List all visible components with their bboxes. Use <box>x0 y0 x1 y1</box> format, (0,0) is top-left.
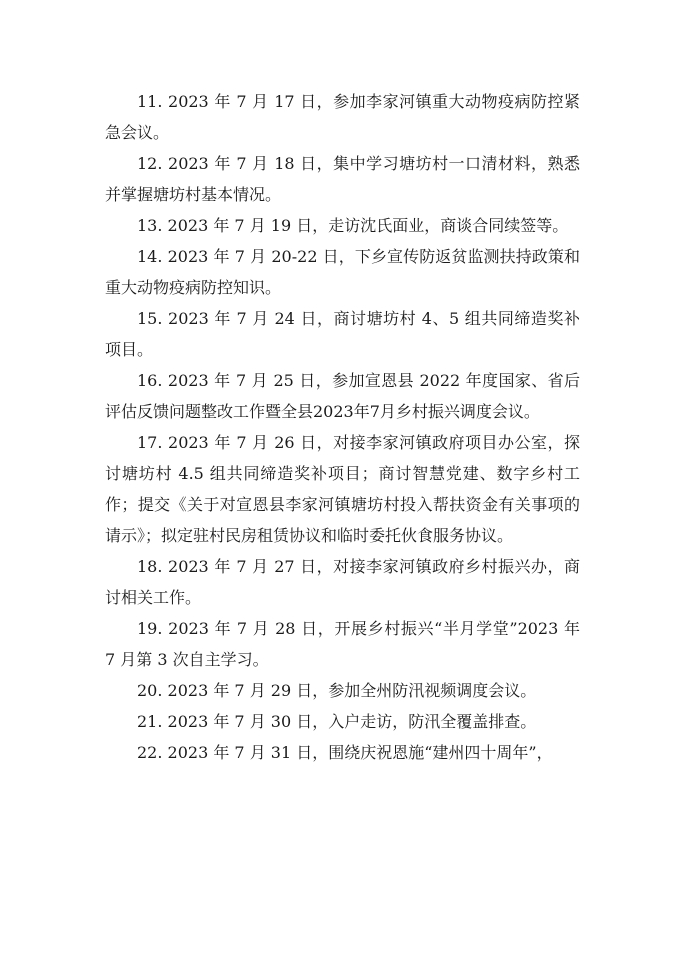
work-log-entry-22: 22. 2023 年 7 月 31 日，围绕庆祝恩施“建州四十周年”， <box>137 743 553 762</box>
work-log-entry-20: 20. 2023 年 7 月 29 日，参加全州防汛视频调度会议。 <box>137 681 537 700</box>
work-log-entry-12: 12. 2023 年 7 月 18 日，集中学习塘坊村一口清材料，熟悉并掌握塘坊村基本情况。 <box>105 154 580 204</box>
work-log-entry-17: 17. 2023 年 7 月 26 日，对接李家河镇政府项目办公室，探讨塘坊村 4.5 组共同缔造奖补项目；商讨智慧党建、数字乡村工作；提交《关于对宣恩县李家河镇塘坊村投入帮扶资金有关事项的请示》；拟定驻村民房租赁协议和临时委托伙食服务协议。 <box>105 433 580 545</box>
work-log-entry-19: 19. 2023 年 7 月 28 日，开展乡村振兴“半月学堂”2023 年 7 月第 3 次自主学习。 <box>105 619 580 669</box>
work-log-entry-18: 18. 2023 年 7 月 27 日，对接李家河镇政府乡村振兴办，商讨相关工作。 <box>105 557 580 607</box>
document-body <box>105 86 580 768</box>
work-log-entry-14: 14. 2023 年 7 月 20-22 日，下乡宣传防返贫监测扶持政策和重大动物疫病防控知识。 <box>105 247 580 297</box>
work-log-entry-21: 21. 2023 年 7 月 30 日，入户走访，防汛全覆盖排查。 <box>137 712 537 731</box>
work-log-entry-16: 16. 2023 年 7 月 25 日，参加宣恩县 2022 年度国家、省后评估反馈问题整改工作暨全县2023年7月乡村振兴调度会议。 <box>105 371 580 421</box>
work-log-entry-15: 15. 2023 年 7 月 24 日，商讨塘坊村 4、5 组共同缔造奖补项目。 <box>105 309 580 359</box>
work-log-entry-11: 11. 2023 年 7 月 17 日，参加李家河镇重大动物疫病防控紧急会议。 <box>105 92 580 142</box>
work-log-entry-13: 13. 2023 年 7 月 19 日，走访沈氏面业，商谈合同续签等。 <box>137 216 569 235</box>
